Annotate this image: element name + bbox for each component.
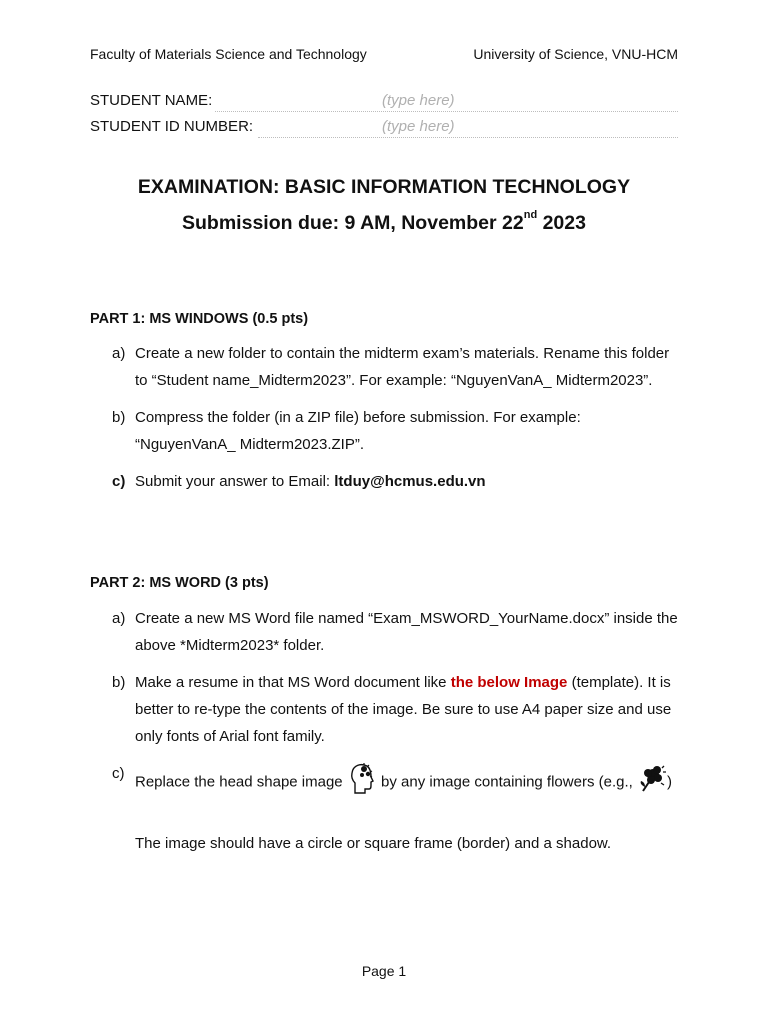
submission-email[interactable]: ltduy@hcmus.edu.vn [334, 473, 486, 490]
part1-item-c-label: Submit your answer to Email: [135, 473, 335, 490]
list-marker: b) [112, 409, 126, 426]
below-image-highlight: the below Image [450, 674, 568, 691]
part2-item-b-text [135, 669, 680, 750]
part2-item-b-text-end: (template). It is better to re-type the contents of the image. Be sure to use A4 paper size and use only fonts of Arial font family. [135, 674, 672, 745]
list-marker: c) [112, 765, 125, 782]
student-id-row [90, 118, 678, 140]
part1-item-a [112, 340, 682, 396]
list-marker: a) [112, 610, 126, 627]
student-id-label: STUDENT ID NUMBER: [90, 118, 254, 135]
student-name-field[interactable]: (type here) [382, 92, 459, 109]
header-university: University of Science, VNU-HCM [473, 46, 678, 62]
part2-item-b-text-start: Make a resume in that MS Word document like [135, 674, 451, 691]
page-number: Page 1 [361, 963, 407, 979]
list-marker: c) [112, 473, 126, 490]
part2-item-c-text-end: ) [666, 773, 672, 791]
part2-heading: PART 2: MS WORD (3 pts) [90, 575, 269, 591]
header-faculty: Faculty of Materials Science and Technology [90, 46, 367, 62]
part1-item-b [112, 404, 682, 460]
part2-item-c-text-middle: by any image containing flowers (e.g., [376, 773, 637, 791]
submission-due-year: 2023 [537, 212, 586, 234]
image-frame-note: The image should have a circle or square frame (border) and a shadow. [135, 835, 612, 852]
part2-item-a-text: Create a new MS Word file named “Exam_MSWORD_YourName.docx” inside the above *Midterm2023* folder. [135, 610, 678, 654]
part2-item-c [112, 760, 682, 804]
part1-item-b-text: Compress the folder (in a ZIP file) before submission. For example: “NguyenVanA_ Midterm2023.ZIP”. [135, 409, 581, 453]
student-name-dotted-line [215, 111, 678, 112]
part2-item-b [112, 669, 682, 753]
student-id-dotted-line [258, 137, 678, 138]
part2-item-a [112, 605, 682, 661]
part1-heading: PART 1: MS WINDOWS (0.5 pts) [90, 311, 309, 327]
student-name-row [90, 92, 678, 114]
part1-item-c-text [135, 468, 680, 495]
submission-due-text: Submission due: 9 AM, November 22 [182, 212, 524, 234]
student-id-field[interactable]: (type here) [382, 118, 459, 135]
list-marker: b) [112, 674, 126, 691]
list-marker: a) [112, 345, 126, 362]
part1-item-a-text: Create a new folder to contain the midterm exam’s materials. Rename this folder to “Student name_Midterm2023”. For example: “NguyenVanA_ Midterm2023”. [135, 345, 670, 389]
part1-item-c [112, 468, 682, 496]
submission-due [0, 209, 768, 235]
flower-icon [637, 763, 667, 802]
part2-item-c-text [135, 760, 680, 805]
part2-item-c-text-start: Replace the head shape image [135, 773, 347, 791]
submission-due-ordinal: nd [523, 209, 538, 221]
student-name-label: STUDENT NAME: [90, 92, 213, 109]
exam-title: EXAMINATION: BASIC INFORMATION TECHNOLOGY [137, 176, 631, 198]
head-gears-icon [347, 760, 377, 805]
